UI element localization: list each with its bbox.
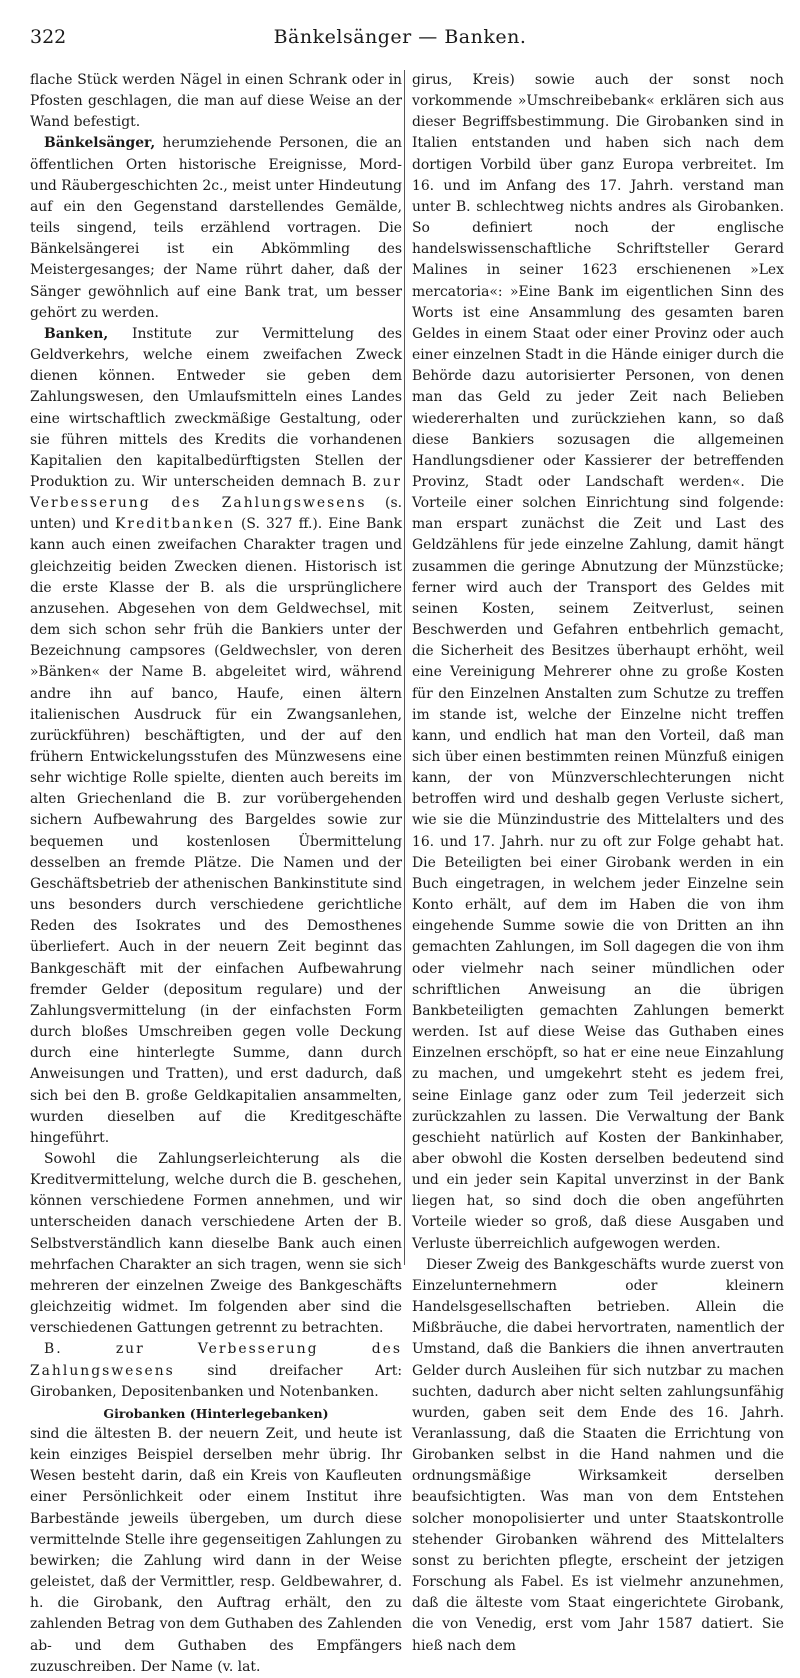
emphasis-text: Kreditbanken	[115, 516, 235, 533]
entry-term: Bänkelsänger,	[44, 135, 156, 152]
entry-text: (s. unten) und	[30, 495, 402, 533]
entry-text: (S. 327 ff.). Eine Bank kann auch einen zweifachen Charakter tragen und gleichzeitig beiden Zwecken dienen. Historisch ist die erste Klasse der B. als die ursprünglichere anzusehen. Abgesehen von dem Geldwechsel, mit dem sich schon sehr früh die Bankiers unter der Bezeichnung campsores (Geldwechsler, von deren »Bänken« der Name B. abgeleitet wird, während andre ihn auf banco, Haufe, einen ältern italienischen Ausdruck für ein Zwangsanlehen, zurückführen) beschäftigten, und der auf den frühern Entwickelungsstufen des Münzwesens eine sehr wichtige Rolle spielte, dienten auch bereits im alten Griechenland die B. zur vorübergehenden sichern Aufbewahrung des Bargeldes sowie zur bequemen und kostenlosen Übermittelung desselben an fremde Plätze. Die Namen und der Geschäftsbetrieb der athenischen Bankinstitute sind uns besonders durch verschiedene gerichtliche Reden des Isokrates und des Demosthenes überliefert. Auch in der neuern Zeit beginnt das Bankgeschäft mit der einfachen Aufbewahrung fremder Gelder (depositum regulare) und der Zahlungsvermittelung (in der einfachsten Form durch bloßes Umschreiben gegen volle Deckung durch eine hinterlegte Summe, dann durch Anweisungen und Tratten), und erst dadurch, daß sich bei den B. große Geldkapitalien ansammelten, wurden dieselben auf die Kreditgeschäfte hingeführt.	[30, 516, 402, 1146]
page-number: 322	[30, 26, 67, 48]
section-subheading: Girobanken (Hinterlegebanken)	[103, 1405, 329, 1421]
running-head: Bänkelsänger — Banken.	[273, 26, 527, 48]
entry-baenkelsaenger	[30, 133, 402, 323]
left-column	[30, 70, 402, 1675]
paragraph: sind die ältesten B. der neuern Zeit, und heute ist kein einziges Beispiel derselben mehr übrig. Ihr Wesen besteht darin, daß ein Kreis von Kaufleuten einer Persönlichkeit oder einem Institut ihre Barbestände jeweils übergeben, um durch diese vermittelnde Stelle ihre gegenseitigen Zahlungen zu bewirken; die Zahlung wird dann in der Weise geleistet, daß der Vermittler, resp. Geldbewahrer, d. h. die Girobank, den Auftrag erhält, den zu zahlenden Betrag von dem Guthaben des Zahlenden ab- und dem Guthaben des Empfängers zuzuschreiben. Der Name (v. lat.	[30, 1426, 402, 1675]
entry-banken	[30, 324, 402, 1149]
paragraph-text: sind dreifacher Art: Girobanken, Depositenbanken und Notenbanken.	[30, 1362, 402, 1400]
emphasis-text: B. zur Verbesserung des Zahlungswesens	[30, 1341, 402, 1379]
paragraph: Sowohl die Zahlungserleichterung als die Kreditvermittelung, welche durch die B. geschehen, können verschiedene Formen annehmen, und wir unterscheiden danach verschiedene Arten der B. Selbstverständlich kann dieselbe Bank auch einen mehrfachen Charakter an sich tragen, wenn sie sich mehreren der einzelnen Zweige des Bankgeschäfts gleichzeitig widmet. Im folgenden aber sind die verschiedenen Gattungen getrennt zu betrachten.	[30, 1150, 402, 1337]
entry-text: Institute zur Vermittelung des Geldverkehrs, welche einem zweifachen Zweck dienen können. Entweder sie geben dem Zahlungswesen, den Umlaufsmitteln eines Landes eine wirtschaftlich zweckmäßige Gestaltung, oder sie führen mittels des Kredits die vorhandenen Kapitalien den kapitalbedürftigsten Stellen der Produktion zu. Wir unterscheiden demnach B.	[30, 325, 402, 490]
paragraph	[30, 1339, 402, 1402]
column-rule	[404, 70, 405, 1265]
right-column	[412, 70, 784, 1654]
emphasis-text: zur Verbesserung des Zahlungswesens	[30, 473, 402, 512]
paragraph: Dieser Zweig des Bankgeschäfts wurde zuerst von Einzelunternehmern oder kleinern Handelsgesellschaften betrieben. Allein die Mißbräuche, die dabei hervortraten, namentlich der Umstand, daß die Bankiers die ihnen anvertrauten Gelder durch Ausleihen für sich nutzbar zu machen suchten, dadurch aber nicht selten zahlungsunfähig wurden, gaben seit dem Ende des 16. Jahrh. Veranlassung, daß die Staaten die Errichtung von Girobanken selbst in die Hand nahmen und die ordnungsmäßige Wirksamkeit derselben beaufsichtigten. Was man von dem Entstehen solcher monopolisierter und unter Staatskontrolle stehender Girobanken während des Mittelalters sonst zu berichten pflegte, erscheint der jetzigen Forschung als Fabel. Es ist vielmehr anzunehmen, daß die älteste vom Staat eingerichtete Girobank, die von Venedig, erst vom Jahr 1587 datiert. Sie hieß nach dem	[412, 1256, 784, 1654]
page-header	[30, 26, 770, 56]
entry-text: herumziehende Personen, die an öffentlichen Orten historische Ereignisse, Mord- und Räubergeschichten 2c., meist unter Hindeutung auf ein den Gegenstand darstellendes Gemälde, teils singend, teils erzählend vortragen. Die Bänkelsängerei ist ein Abkömmling des Meistergesanges; der Name rührt daher, daß der Sänger gewöhnlich auf eine Bank trat, um besser gehört zu werden.	[30, 135, 402, 321]
entry-term: Banken,	[44, 325, 109, 342]
paragraph: girus, Kreis) sowie auch der sonst noch vorkommende »Umschreibebank« erklären sich aus dieser Begriffsbestimmung. Die Girobanken sind in Italien entstanden und haben sich nach dem dortigen Vorbild über ganz Europa verbreitet. Im 16. und im Anfang des 17. Jahrh. verstand man unter B. schlechtweg nichts andres als Girobanken. So definiert noch der englische handelswissenschaftliche Schriftsteller Gerard Malines in seiner 1623 erschienenen »Lex mercatoria«: »Eine Bank im eigentlichen Sinn des Worts ist eine Ansammlung des gesamten baren Geldes in einem Staat oder einer Provinz oder auch einer einzelnen Stadt in die Hände einiger durch die Behörde dazu autorisierter Personen, von denen man das Geld zu jeder Zeit nach Belieben wiedererhalten und zurückziehen kann, so daß diese Bankiers sozusagen die allgemeinen Handlungsdiener oder Kassierer der betreffenden Provinz, Stadt oder Landschaft werden«. Die Vorteile einer solchen Einrichtung sind folgende: man erspart zunächst die Zeit und Last des Geldzählens für jede einzelne Zahlung, damit hängt zusammen die geringe Abnutzung der Münzstücke; ferner wird auch der Transport des Geldes mit seinen Kosten, seinem Zeitverlust, seinen Beschwerden und Gefahren entbehrlich gemacht, die Sicherheit des Besitzes überhaupt erhöht, weil eine Vereinigung Mehrerer ohne zu große Kosten für den Einzelnen Anstalten zum Schutze zu treffen im stande ist, welche der Einzelne nicht treffen kann, und endlich hat man den Vorteil, daß man sich über einen bestimmten reinen Münzfuß einigen kann, der von Münzverschlechterungen nicht betroffen wird und deshalb gegen Verluste sichert, wie sie die Münzindustrie des Mittelalters und des 16. und 17. Jahrh. nur zu oft zur Folge gehabt hat. Die Beteiligten bei einer Girobank werden in ein Buch eingetragen, in welchem jeder Einzelne sein Konto erhält, auf dem im Haben die von ihm eingehende Summe sowie die von Dritten an ihn gemachten Zahlungen, im Soll dagegen die von ihm oder vielmehr nach seiner mündlichen oder schriftlichen Anweisung an die übrigen Bankbeteiligten gemachten Zahlungen bemerkt werden. Ist auf diese Weise das Guthaben eines Einzelnen erschöpft, so hat er eine neue Einzahlung zu machen, und umgekehrt steht es jedem frei, seine Einlage ganz oder zum Teil jederzeit sich zurückzahlen zu lassen. Die Verwaltung der Bank geschieht natürlich auf Kosten der Bankinhaber, aber obwohl die Kosten derselben bedeutend sind und ein jeder sein Kapital unverzinst in der Bank liegen hat, so sind doch die oben angeführten Vorteile wieder so groß, daß diese Ausgaben und Verluste überreichlich aufgewogen werden.	[412, 72, 784, 1252]
paragraph: flache Stück werden Nägel in einen Schrank oder in Pfosten geschlagen, die man auf diese Weise an der Wand befestigt.	[30, 72, 402, 131]
